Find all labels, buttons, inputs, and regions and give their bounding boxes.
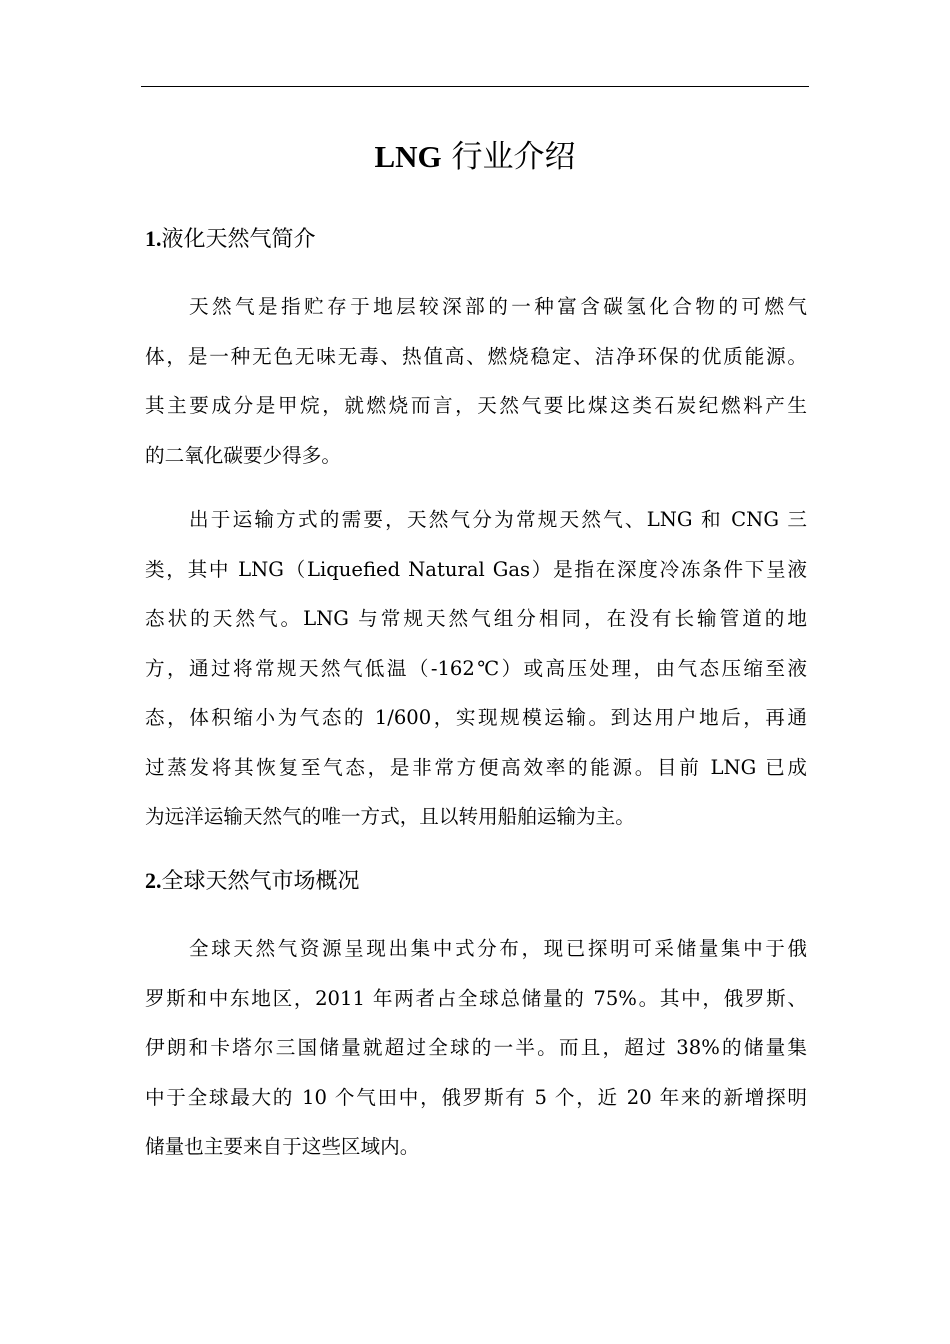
paragraph-line: 态，体积缩小为气态的 1/600，实现规模运输。到达用户地后，再通 [145, 706, 807, 729]
page-title [0, 136, 950, 178]
section-number: 2. [145, 868, 162, 893]
paragraph-line: 过蒸发将其恢复至气态，是非常方便高效率的能源。目前 LNG 已成 [145, 755, 807, 779]
section-heading-1 [145, 224, 316, 255]
paragraph-line: 储量也主要来自于这些区域内。 [145, 1135, 420, 1158]
paragraph-line: 全球天然气资源呈现出集中式分布，现已探明可采储量集中于俄 [189, 937, 807, 960]
paragraph-2 [145, 495, 807, 842]
paragraph-line: 态状的天然气。LNG 与常规天然气组分相同，在没有长输管道的地 [145, 607, 807, 630]
section-title: 液化天然气简介 [161, 227, 316, 252]
page-title-cn: 行业介绍 [451, 139, 576, 175]
header-rule [141, 86, 809, 87]
paragraph-line: 天然气是指贮存于地层较深部的一种富含碳氢化合物的可燃气 [189, 295, 807, 318]
paragraph-line: 方，通过将常规天然气低温（-162℃）或高压处理，由气态压缩至液 [145, 656, 807, 680]
section-heading-2 [145, 866, 360, 897]
paragraph-line: 中于全球最大的 10 个气田中，俄罗斯有 5 个，近 20 年来的新增探明 [145, 1085, 807, 1109]
paragraph-line: 类，其中 LNG（Liquefied Natural Gas）是指在深度冷冻条件下呈液 [145, 557, 807, 581]
paragraph-line: 其主要成分是甲烷，就燃烧而言，天然气要比煤这类石炭纪燃料产生 [145, 394, 807, 417]
page-title-latin: LNG [374, 139, 442, 174]
paragraph-line: 罗斯和中东地区，2011 年两者占全球总储量的 75%。其中，俄罗斯、 [145, 986, 807, 1010]
paragraph-3 [145, 924, 807, 1172]
paragraph-1 [145, 282, 807, 480]
section-number: 1. [145, 226, 162, 251]
paragraph-line: 伊朗和卡塔尔三国储量就超过全球的一半。而且，超过 38%的储量集 [145, 1036, 807, 1059]
paragraph-line: 的二氧化碳要少得多。 [145, 443, 341, 467]
paragraph-line: 体，是一种无色无味无毒、热值高、燃烧稳定、洁净环保的优质能源。 [145, 344, 807, 368]
paragraph-line: 出于运输方式的需要，天然气分为常规天然气、LNG 和 CNG 三 [189, 508, 807, 531]
paragraph-line: 为远洋运输天然气的唯一方式，且以转用船舶运输为主。 [145, 805, 635, 828]
section-title: 全球天然气市场概况 [161, 869, 360, 894]
